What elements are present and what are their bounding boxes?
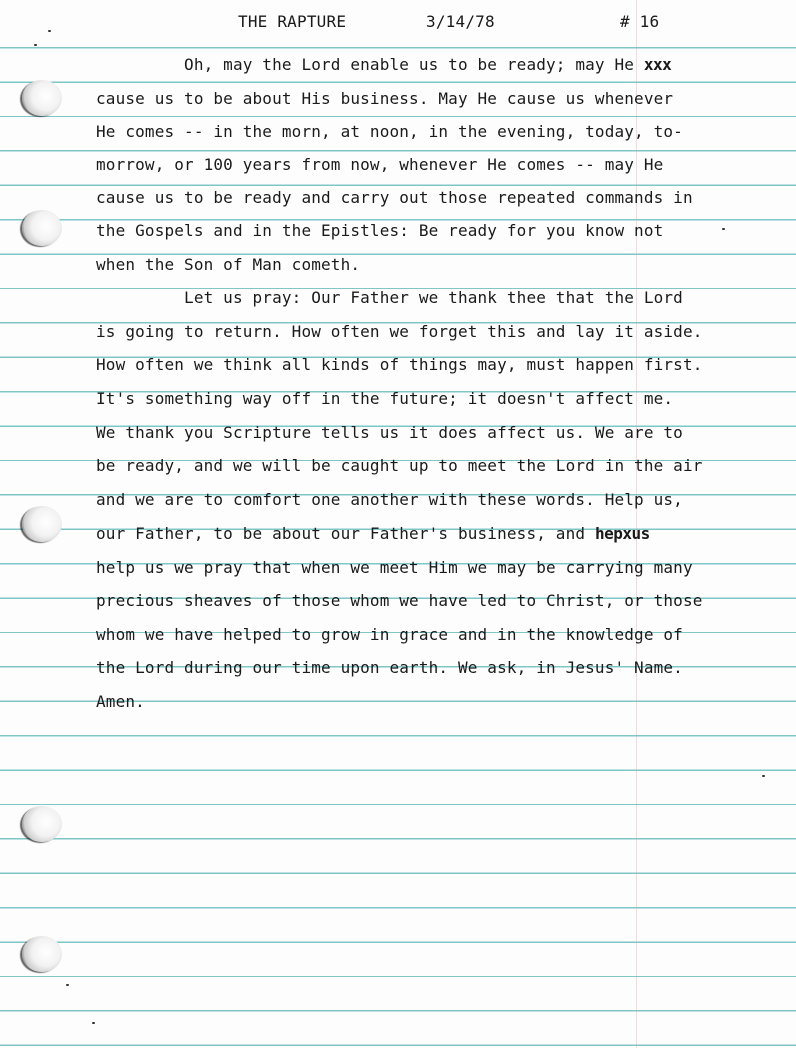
text-line: cause us to be ready and carry out those repeated commands in [96, 188, 693, 207]
text-line: the Gospels and in the Epistles: Be ready for you know not [96, 221, 664, 240]
text-line: whom we have helped to grow in grace and in the knowledge of [96, 625, 683, 644]
binder-hole-4 [22, 806, 62, 842]
binder-hole-2 [22, 210, 62, 246]
text-line: is going to return. How often we forget this and lay it aside. [96, 322, 703, 341]
ink-speck [92, 1022, 95, 1024]
ink-speck [34, 44, 37, 46]
binder-hole-1 [22, 80, 62, 116]
text-line: cause us to be about His business. May He cause us whenever [96, 89, 674, 108]
strikeout-text: hepxus [594, 524, 650, 543]
ink-speck [762, 775, 765, 777]
text-line: We thank you Scripture tells us it does affect us. We are to [96, 423, 683, 442]
text-line: Let us pray: Our Father we thank thee that the Lord [96, 288, 683, 307]
strikeout-text: xxx [643, 55, 672, 74]
text-line: morrow, or 100 years from now, whenever He comes -- may He [96, 155, 664, 174]
text-line: help us we pray that when we meet Him we may be carrying many [96, 558, 693, 577]
page-number: # 16 [620, 12, 660, 31]
text-line: Oh, may the Lord enable us to be ready; may He xxx [96, 55, 672, 74]
ink-speck [48, 30, 51, 32]
text-line: It's something way off in the future; it doesn't affect me. [96, 389, 674, 408]
text-line: our Father, to be about our Father's business, and hepxus [96, 524, 650, 543]
binder-hole-3 [22, 506, 62, 542]
text-line: be ready, and we will be caught up to meet the Lord in the air [96, 456, 703, 475]
document-date: 3/14/78 [426, 12, 495, 31]
text-line: the Lord during our time upon earth. We ask, in Jesus' Name. [96, 658, 683, 677]
ink-speck [66, 984, 69, 986]
text-line: Amen. [96, 692, 145, 711]
text-line: when the Son of Man cometh. [96, 255, 361, 274]
text-line: precious sheaves of those whom we have led to Christ, or those [96, 591, 703, 610]
text-line: and we are to comfort one another with these words. Help us, [96, 490, 683, 509]
binder-hole-5 [22, 936, 62, 972]
text-line: How often we think all kinds of things may, must happen first. [96, 355, 703, 374]
ink-speck [722, 228, 725, 230]
text-line: He comes -- in the morn, at noon, in the evening, today, to- [96, 122, 683, 141]
document-title: THE RAPTURE [238, 12, 347, 31]
